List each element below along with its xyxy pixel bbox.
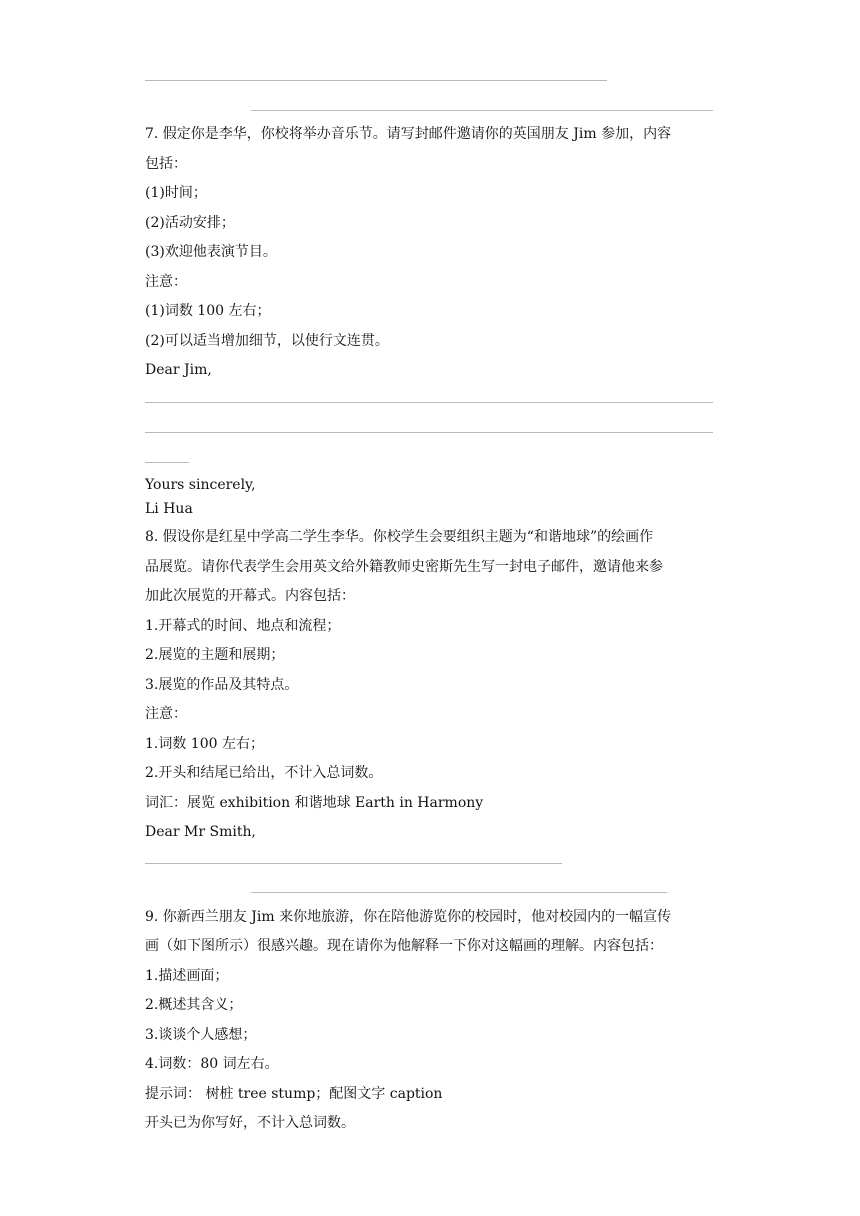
- q8-note-1: 1.词数 100 左右；: [145, 736, 264, 752]
- q8-line-2: 品展览。请你代表学生会用英文给外籍教师史密斯先生写一封电子邮件，邀请他来参: [145, 559, 663, 575]
- q9-item-1: 1.描述画面；: [145, 968, 229, 984]
- answer-line: [145, 432, 713, 433]
- q9-hint: 提示词： 树桩 tree stump；配图文字 caption: [145, 1086, 443, 1102]
- q7-note-2: (2)可以适当增加细节，以使行文连贯。: [145, 333, 389, 349]
- q8-item-1: 1.开幕式的时间、地点和流程；: [145, 618, 341, 634]
- q8-item-3: 3.展览的作品及其特点。: [145, 677, 299, 693]
- answer-line: [145, 462, 189, 463]
- q8-note-2: 2.开头和结尾已给出，不计入总词数。: [145, 765, 383, 781]
- answer-line: [251, 892, 667, 893]
- q7-note-label: 注意：: [145, 274, 187, 290]
- q7-signature: Li Hua: [145, 501, 193, 517]
- q7-item-3: (3)欢迎他表演节目。: [145, 244, 277, 260]
- answer-line: [145, 863, 562, 864]
- q7-item-2: (2)活动安排；: [145, 215, 235, 231]
- answer-line: [145, 80, 607, 81]
- q8-note-label: 注意：: [145, 706, 187, 722]
- q8-line-1: 8. 假设你是红星中学高二学生李华。你校学生会要组织主题为“和谐地球”的绘画作: [145, 529, 654, 545]
- q8-item-2: 2.展览的主题和展期；: [145, 647, 285, 663]
- q7-item-1: (1)时间；: [145, 185, 207, 201]
- q9-item-4: 4.词数：80 词左右。: [145, 1056, 279, 1072]
- q7-closing: Yours sincerely,: [145, 477, 256, 493]
- q9-line-2: 画（如下图所示）很感兴趣。现在请你为他解释一下你对这幅画的理解。内容包括：: [145, 938, 663, 954]
- q9-item-3: 3.谈谈个人感想；: [145, 1027, 257, 1043]
- q7-line-2: 包括：: [145, 156, 187, 172]
- q7-salutation: Dear Jim,: [145, 362, 212, 378]
- q9-opening-note: 开头已为你写好，不计入总词数。: [145, 1115, 355, 1131]
- answer-line: [145, 402, 713, 403]
- q8-line-3: 加此次展览的开幕式。内容包括：: [145, 588, 355, 604]
- q8-salutation: Dear Mr Smith,: [145, 824, 256, 840]
- q9-line-1: 9. 你新西兰朋友 Jim 来你地旅游，你在陪他游览你的校园时，他对校园内的一幅宣传: [145, 909, 672, 925]
- q7-note-1: (1)词数 100 左右；: [145, 303, 271, 319]
- answer-line: [251, 110, 713, 111]
- q7-line-1: 7. 假定你是李华，你校将举办音乐节。请写封邮件邀请你的英国朋友 Jim 参加，内容: [145, 126, 672, 142]
- q9-item-2: 2.概述其含义；: [145, 997, 243, 1013]
- q8-vocab: 词汇：展览 exhibition 和谐地球 Earth in Harmony: [145, 795, 484, 811]
